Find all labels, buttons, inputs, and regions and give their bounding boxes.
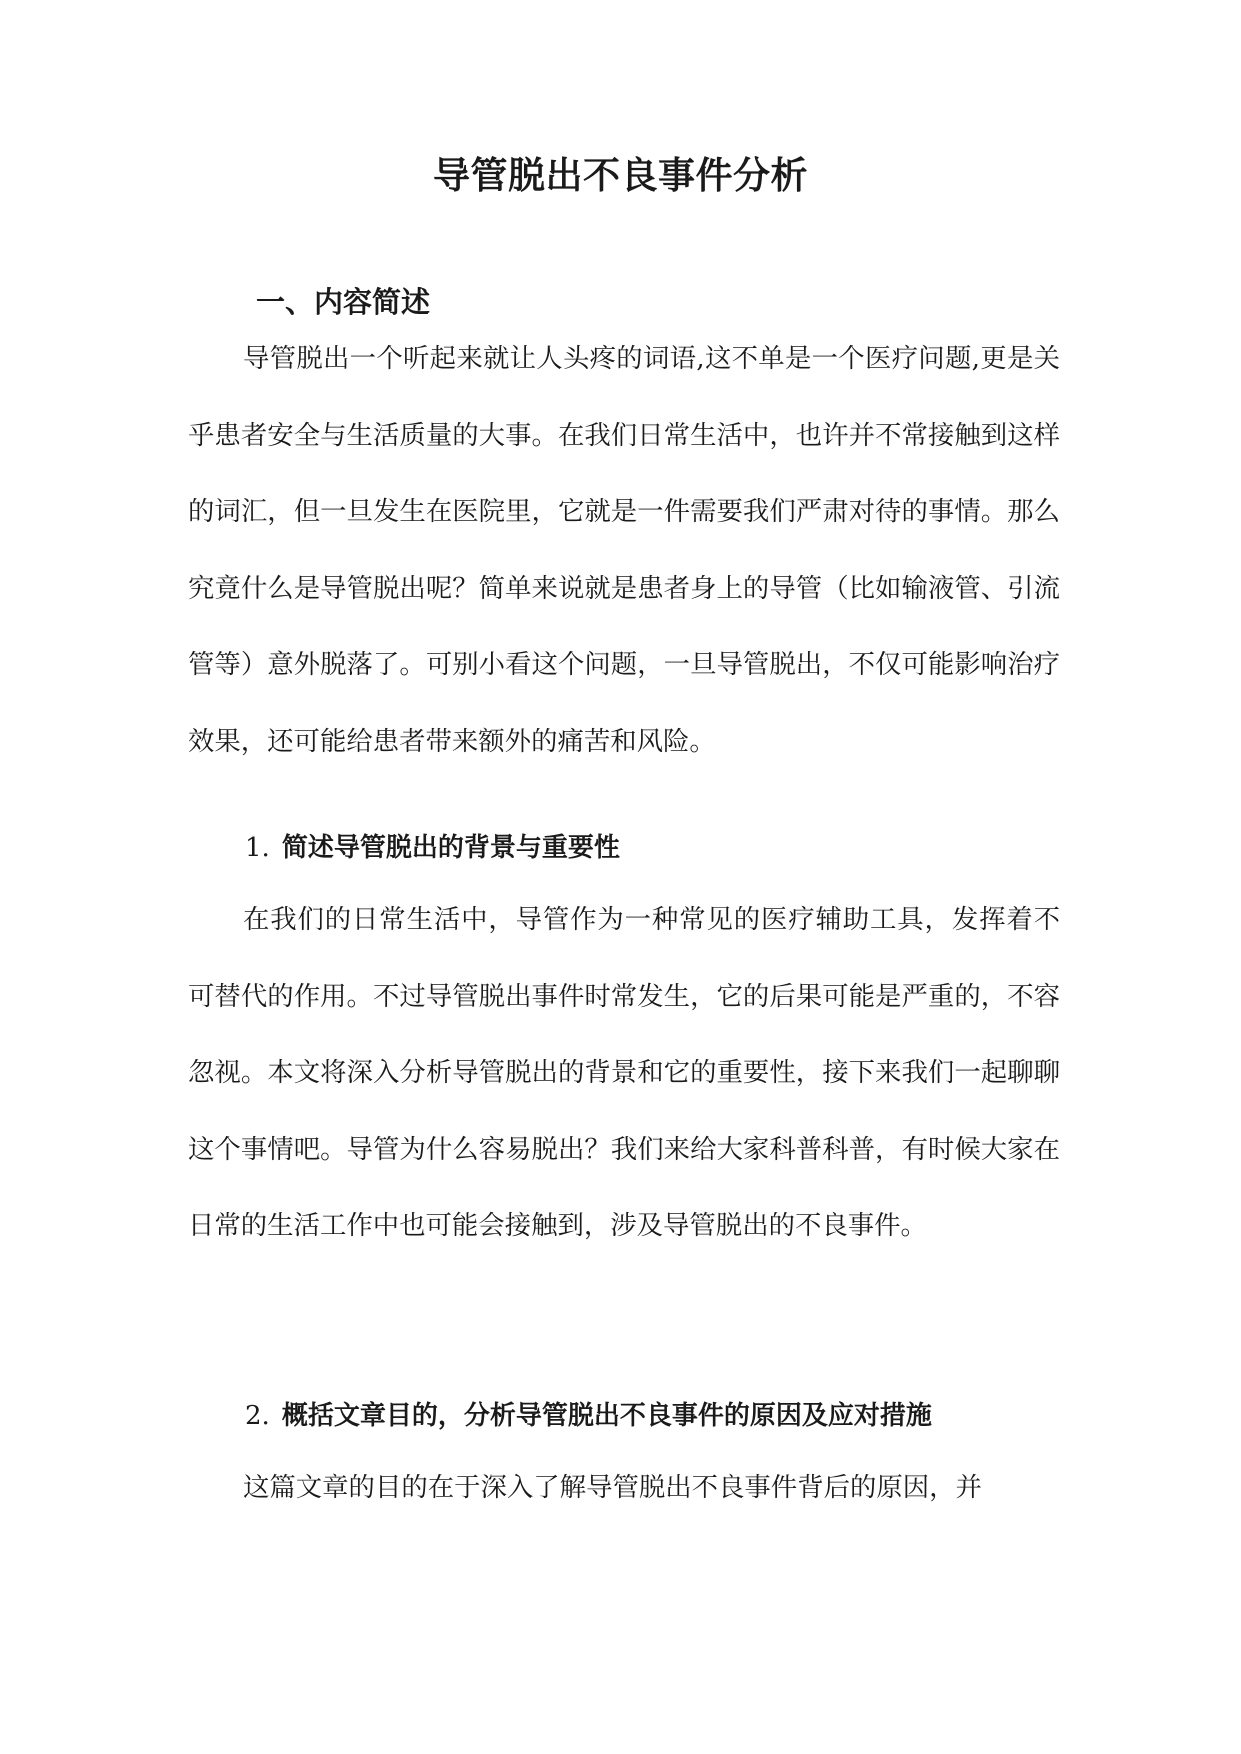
document-title: 导管脱出不良事件分析 <box>433 154 808 197</box>
intro-paragraph: 导管脱出一个听起来就让人头疼的词语,这不单是一个医疗问题,更是关乎患者安全与生活质量的大事。在我们日常生活中，也许并不常接触到这样的词汇，但一旦发生在医院里，它就是一件需要我们严肃对待的事情。那么究竟什么是导管脱出呢？简单来说就是患者身上的导管（比如输液管、引流管等）意外脱落了。可别小看这个问题，一旦导管脱出，不仅可能影响治疗效果，还可能给患者带来额外的痛苦和风险。 <box>188 343 1060 757</box>
subsection-2-number: 2. <box>245 1401 270 1431</box>
section-heading: 一、内容简述 <box>256 285 431 319</box>
subsection-2-paragraph: 这篇文章的目的在于深入了解导管脱出不良事件背后的原因，并 <box>243 1472 982 1503</box>
subsection-1-paragraph: 在我们的日常生活中，导管作为一种常见的医疗辅助工具，发挥着不可替代的作用。不过导管脱出事件时常发生，它的后果可能是严重的，不容忽视。本文将深入分析导管脱出的背景和它的重要性，接下来我们一起聊聊这个事情吧。导管为什么容易脱出？我们来给大家科普科普，有时候大家在日常的生活工作中也可能会接触到，涉及导管脱出的不良事件。 <box>188 904 1060 1242</box>
subsection-1-number: 1. <box>245 833 270 863</box>
subsection-2-heading <box>245 1396 932 1436</box>
subsection-1-title: 简述导管脱出的背景与重要性 <box>281 833 620 863</box>
subsection-1-heading <box>245 828 620 868</box>
subsection-2-title: 概括文章目的，分析导管脱出不良事件的原因及应对措施 <box>281 1401 932 1431</box>
